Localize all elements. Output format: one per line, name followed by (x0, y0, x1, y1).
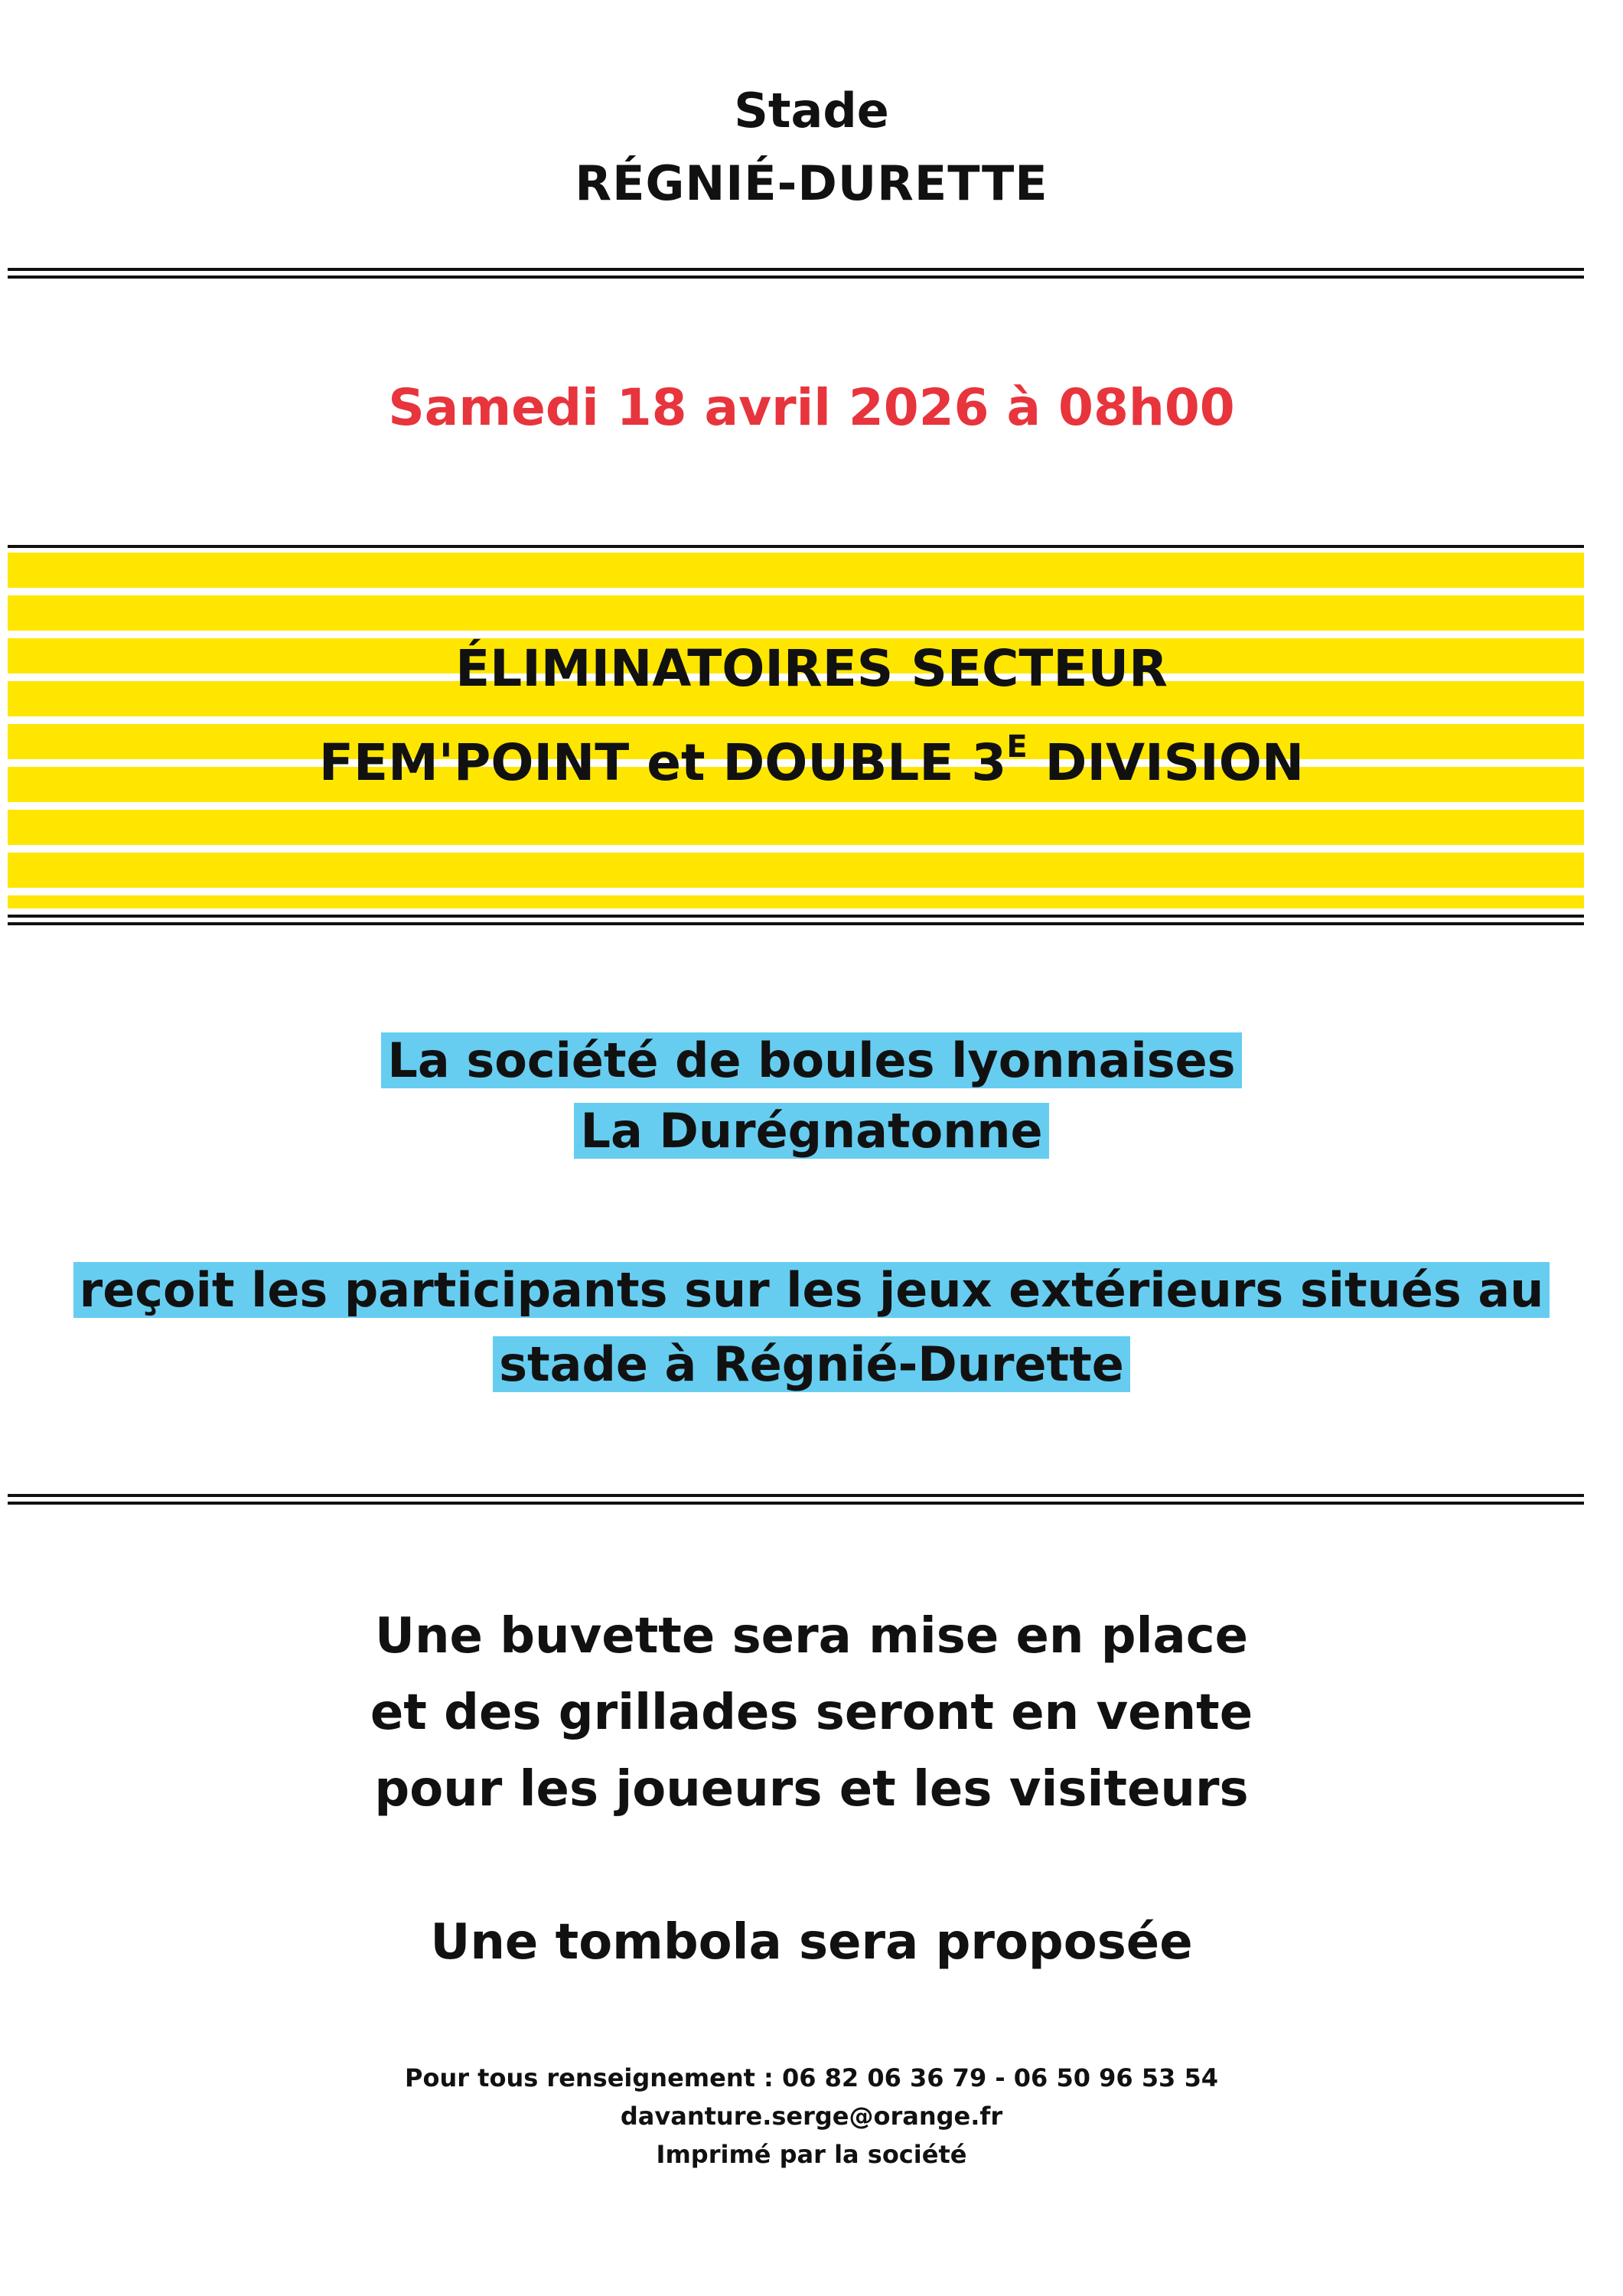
host-line4 (0, 1329, 1623, 1400)
event-date: Samedi 18 avril 2026 à 08h00 (388, 378, 1235, 437)
tombola-line: Une tombola sera proposée (430, 1914, 1193, 1971)
host-welcome-text: reçoit les participants sur les jeux extérieurs situés au (73, 1262, 1550, 1318)
host-line2 (0, 1096, 1623, 1166)
event-title-prefix: FEM'POINT et DOUBLE 3 (318, 733, 1007, 792)
amenities-line3: pour les joueurs et les visiteurs (374, 1761, 1249, 1818)
host-club-name: La Durégnatonne (574, 1103, 1048, 1159)
event-title-suffix: DIVISION (1027, 733, 1305, 792)
host-line1 (0, 1026, 1623, 1096)
host-club-text: La société de boules lyonnaises (381, 1032, 1241, 1088)
divider-band-bottom (8, 915, 1584, 925)
amenities-line2: et des grillades seront en vente (370, 1684, 1253, 1741)
event-title-line1: ÉLIMINATOIRES SECTEUR (455, 639, 1168, 698)
divider-top (8, 268, 1584, 279)
divider-bottom (8, 1494, 1584, 1505)
venue-label: Stade (734, 83, 889, 139)
event-title-line2 (0, 712, 1623, 798)
footer-email: davanture.serge@orange.fr (620, 2102, 1003, 2131)
venue-town: RÉGNIÉ-DURETTE (575, 155, 1048, 211)
host-line3 (0, 1255, 1623, 1326)
event-title-superscript: E (1006, 729, 1028, 765)
footer-printed-by: Imprimé par la société (656, 2140, 967, 2169)
host-location-text: stade à Régnié-Durette (493, 1336, 1130, 1392)
amenities-line1: Une buvette sera mise en place (374, 1608, 1249, 1665)
footer-contact: Pour tous renseignement : 06 82 06 36 79 - 06 50 96 53 54 (405, 2063, 1218, 2092)
